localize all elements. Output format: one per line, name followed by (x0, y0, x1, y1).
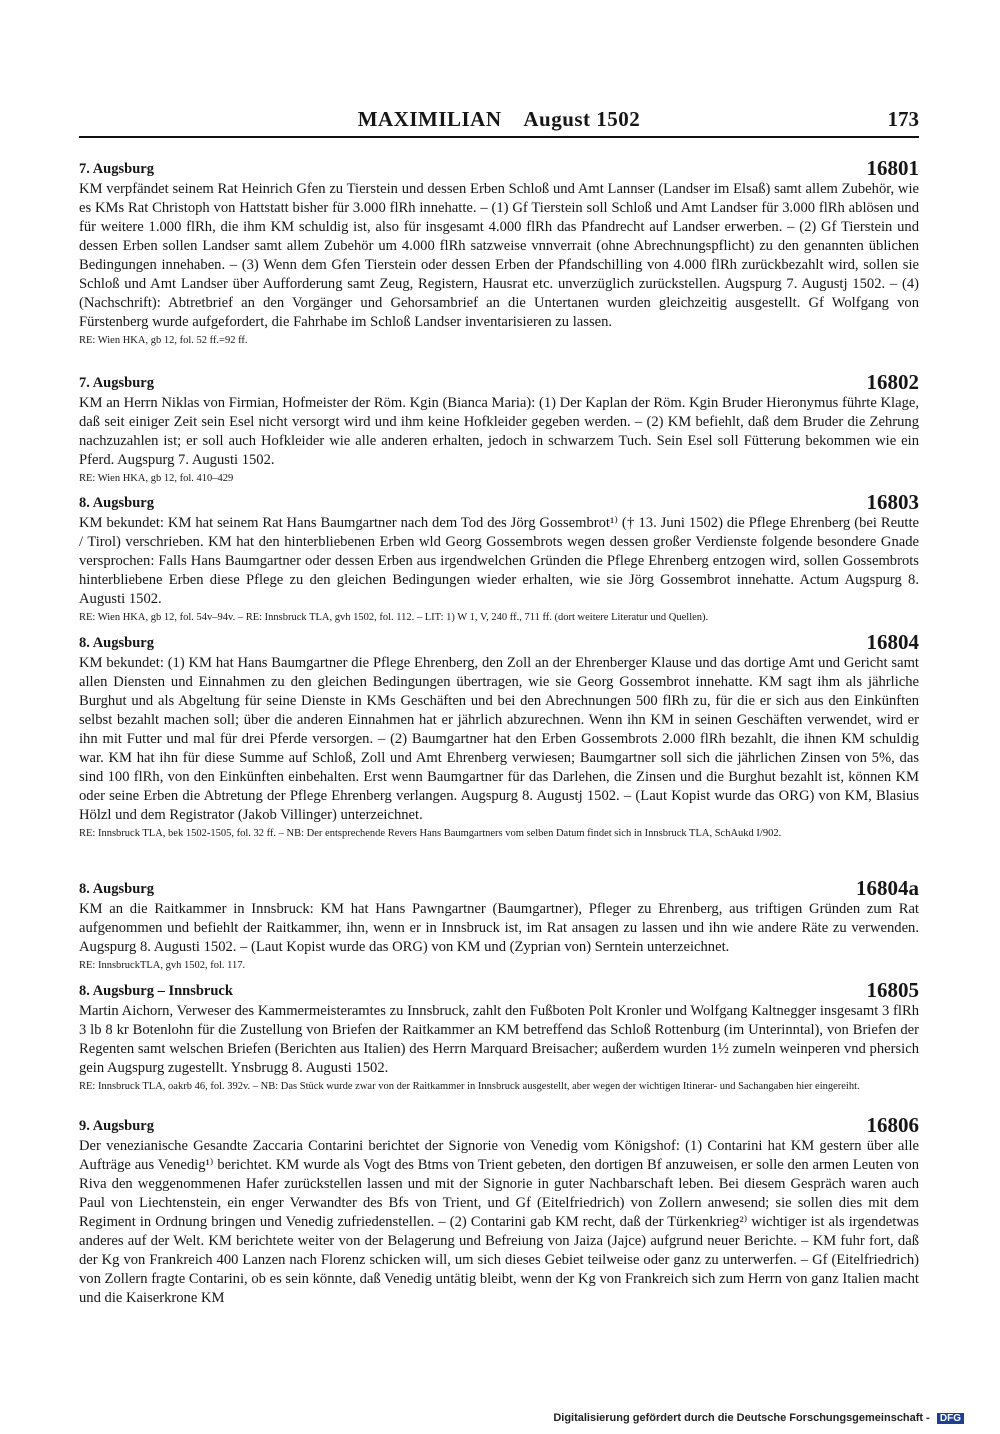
entry-16806 (79, 1115, 919, 1308)
entry-reference: RE: Innsbruck TLA, oakrb 46, fol. 392v. – NB: Das Stück wurde zwar von der Raitkammer in Innsbruck ausgestellt, aber wegen der wichtigen Itinerar- und Sachangaben hier eingereiht. (79, 1081, 860, 1092)
entry-body: KM an die Raitkammer in Innsbruck: KM hat Hans Pawngartner (Baumgartner), Pfleger zu Ehrenberg, aus triftigen Gründen zum Rat aufgenommen und befiehlt der Raitkammer, ihn, wenn er in Innsbruck ist, im Rat ansagen zu lassen und ihn wie andere Räte zu verwenden. Augspurg 8. Augusti 1502. – (Laut Kopist wurde das ORG) von KM und (Zyprian von) Serntein unterzeichnet. (79, 901, 919, 955)
entry-reference: RE: Innsbruck TLA, bek 1502-1505, fol. 32 ff. – NB: Der entsprechende Revers Hans Baumgartners vom selben Datum findet sich in Innsbruck TLA, SchAukd I/902. (79, 828, 782, 839)
entry-reference: RE: InnsbruckTLA, gvh 1502, fol. 117. (79, 960, 246, 971)
footer-text: Digitalisierung gefördert durch die Deutsche Forschungsgemeinschaft - (553, 1412, 930, 1424)
entry-16801 (79, 158, 919, 348)
entry-body: KM bekundet: KM hat seinem Rat Hans Baumgartner nach dem Tod des Jörg Gossembrot¹⁾ († 13. Juni 1502) die Pflege Ehrenberg (bei Reutte / Tirol) verschrieben. KM hat den hinterbliebenen Erben wld Georg Gossembrots wegen dessen großer Verdienste folgende besondere Gnade versprochen: Falls Hans Baumgartner oder dessen Erben aus irgendwelchen Gründen die Pflege Ehrenberg entzogen wird, sollen Gossembrots hinterbliebene Erben diese Pflege zu den gleichen Bedingungen wieder erhalten, wie sie Jörg Gossembrot innehatte. Actum Augspurg 8. Augusti 1502. (79, 515, 919, 607)
entry-16804a (79, 878, 919, 973)
entry-16803 (79, 492, 919, 625)
dfg-logo: DFG (937, 1413, 964, 1424)
entry-number: 16804 (866, 630, 919, 654)
digitization-credit (553, 1412, 964, 1424)
entry-date: 7. Augsburg (79, 161, 154, 177)
entry-16805 (79, 980, 919, 1094)
entry-date: 8. Augsburg (79, 495, 154, 511)
entry-date: 8. Augsburg (79, 635, 154, 651)
entry-number: 16802 (866, 370, 919, 394)
entry-date: 8. Augsburg – Innsbruck (79, 983, 233, 999)
entry-body: Der venezianische Gesandte Zaccaria Contarini berichtet der Signorie von Venedig vom Königshof: (1) Contarini hat KM gestern über alle Aufträge aus Venedig¹⁾ berichtet. KM wurde als Vogt des Btms von Trient gebeten, den dortigen Bf anzuweisen, er solle den armen Leuten von Riva den weggenommenen Hafer zurückstellen lassen und mit der Signorie in guter Nachbarschaft leben. Bei diesem Gespräch waren auch Paul von Liechtenstein, ein enger Verwandter des Bfs von Trient, und Gf (Eitelfriedrich) von Zollern anwesend; sie sollen dies mit dem Regiment in Ordnung bringen und Venedig zufriedenstellen. – (2) Contarini gab KM recht, daß der Türkenkrieg²⁾ wichtiger ist als irgendetwas anderes auf der Welt. KM berichtete weiter von der Belagerung und Befreiung von Jaiza (Jajce) aufgrund neuer Berichte. – KM fuhr fort, daß der Kg von Frankreich 400 Lanzen nach Florenz schicken will, um sich dieses Gebiet teilweise oder ganz zu unterwerfen. – Gf (Eitelfriedrich) von Zollern fragte Contarini, ob es sein könnte, daß Venedig untätig bleibt, wenn der Kg von Frankreich sich zum Herrn von ganz Italien macht und die Kaiserkrone KM (79, 1138, 919, 1306)
entry-number: 16806 (866, 1113, 919, 1137)
entry-body: KM verpfändet seinem Rat Heinrich Gfen zu Tierstein und dessen Erben Schloß und Amt Lannser (Landser im Elsaß) samt allem Zubehör, wie es KMs Rat Christoph von Hattstatt bisher für 3.000 flRh innehatte. – (1) Gf Tierstein soll Schloß und Amt Landser für 3.000 flRh ablösen und für weitere 1.000 flRh, die ihm KM schuldig ist, also für insgesamt 4.000 flRh das Pfandrecht auf Landser erwerben. – (2) Gf Tierstein und dessen Erben sollen Landser samt allem Zubehör um 4.000 flRh satzweise vnnverrait (ohne Abrechnungspflicht) zu den genannten üblichen Bedingungen innehaben. – (3) Wenn dem Gfen Tierstein oder dessen Erben der Pfandschilling von 4.000 flRh zurückbezahlt wird, sollen sie Schloß und Amt Landser über Aufforderung samt Zeug, Registern, Hausrat etc. unverzüglich zurückstellen. Augspurg 7. Augustj 1502. – (4) (Nachschrift): Abtretbrief an den Vorgänger und Gehorsambrief an die Untertanen wurden gleichzeitig ausgestellt. Gf Wolfgang von Fürstenberg wurde aufgefordert, die Fahrhabe im Schloß Landser inventarisieren zu lassen. (79, 181, 919, 330)
entry-date: 7. Augsburg (79, 375, 154, 391)
entry-body: Martin Aichorn, Verweser des Kammermeisteramtes zu Innsbruck, zahlt den Fußboten Polt Kronler und Wolfgang Kaltnegger insgesamt 3 flRh 3 lb 8 kr Botenlohn für die Zustellung von Briefen der Raitkammer an KM betreffend das Schloß Rottenburg (im Unterinntal), von Briefen der Regenten samt welschen Briefen (Berichten aus Italien) des Herrn Marquard Breisacher; außerdem wurden 1½ zumeln weinperen vnd phersich gein Augspurg zugestellt. Ynsbrugg 8. Augusti 1502. (79, 1003, 919, 1076)
entry-date: 9. Augsburg (79, 1118, 154, 1134)
page-number: 173 (887, 107, 919, 131)
entry-16802 (79, 372, 919, 486)
entry-reference: RE: Wien HKA, gb 12, fol. 52 ff.=92 ff. (79, 335, 248, 346)
entry-number: 16803 (866, 490, 919, 514)
entry-reference: RE: Wien HKA, gb 12, fol. 410–429 (79, 473, 234, 484)
entry-date: 8. Augsburg (79, 881, 154, 897)
entry-16804 (79, 632, 919, 841)
entry-number: 16804a (856, 876, 919, 900)
page-header (79, 102, 919, 138)
entry-number: 16801 (866, 156, 919, 180)
entry-number: 16805 (866, 978, 919, 1002)
entry-body: KM bekundet: (1) KM hat Hans Baumgartner die Pflege Ehrenberg, den Zoll an der Ehrenberger Klause und das dortige Amt und Gericht samt allen Diensten und Einnahmen zu den gleichen Bedingungen übertragen, wie sie Georg Gossembrot innehatte. KM sagt ihm als jährliche Burghut und als Abgeltung für seine Dienste in KMs Geschäften und bei den Abrechnungen 500 flRh zu, für die er sich aus den Einkünften selbst bezahlt machen soll; über die anderen Einnahmen hat er jährlich abzurechnen. Wenn ihn KM in seinen Geschäften verwendet, wird er ihn mit Futter und mal für drei Pferde versorgen. – (2) Baumgartner hat den Erben Gossembrots 2.000 flRh bezahlt, die ihnen KM schuldig war. KM hat ihn für diese Summe auf Schloß, Zoll und Amt Ehrenberg verwiesen; Baumgartner soll sich die jährlichen Zinsen von 5%, das sind 100 flRh, von den Einkünften einbehalten. Erst wenn Baumgartner für das Darlehen, die Zinsen und die Burghut bezahlt ist, können KM oder seine Erben die Abtretung der Pflege Ehrenberg verlangen. Augspurg 8. Augustj 1502. – (Laut Kopist wurde das ORG) von KM, Blasius Hölzl und dem Registrator (Jakob Villinger) unterzeichnet. (79, 655, 919, 823)
entry-body: KM an Herrn Niklas von Firmian, Hofmeister der Röm. Kgin (Bianca Maria): (1) Der Kaplan der Röm. Kgin Bruder Hieronymus führte Klage, daß seit einiger Zeit sein Esel nicht versorgt wird und ihm keine Hofkleider gegeben werden. – (2) KM befiehlt, daß dem Bruder die Zehrung nachzuzahlen ist; er soll auch Hofkleider wie alle anderen erhalten, jedoch in schwarzem Tuch. Sein Esel soll Fütterung bekommen wie ein Pferd. Augspurg 7. Augusti 1502. (79, 395, 919, 468)
running-title: MAXIMILIAN August 1502 (357, 107, 641, 131)
entry-reference: RE: Wien HKA, gb 12, fol. 54v–94v. – RE: Innsbruck TLA, gvh 1502, fol. 112. – LIT: 1) W 1, V, 240 ff., 711 ff. (dort weitere Literatur und Quellen). (79, 612, 709, 623)
